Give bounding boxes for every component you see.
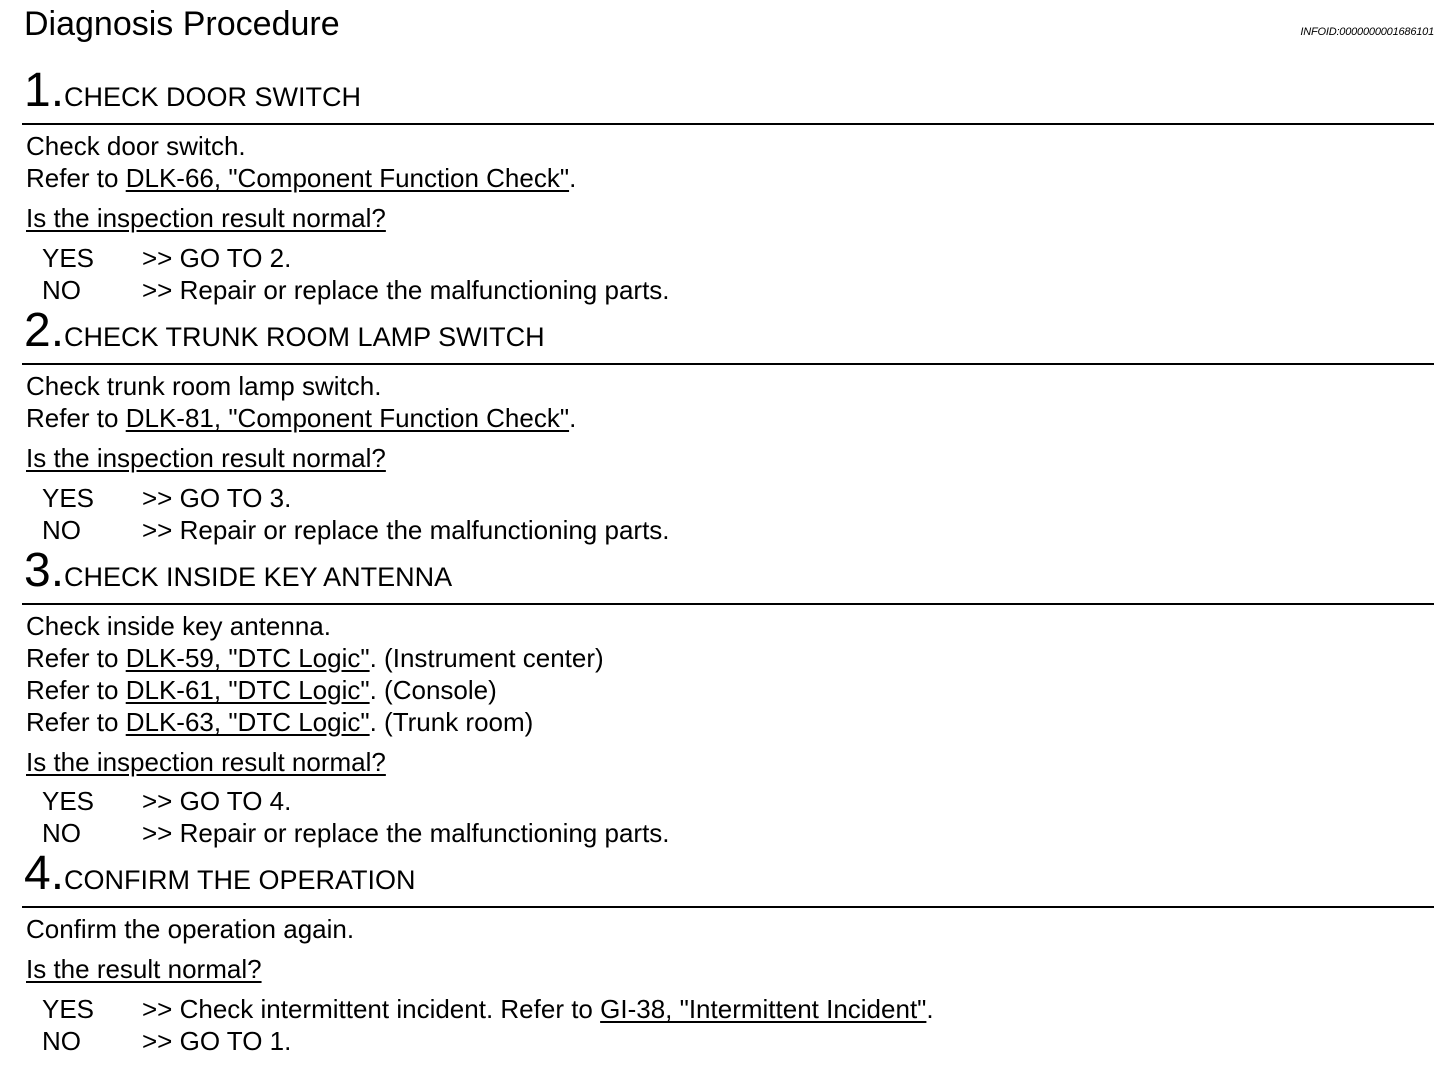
ref-prefix: Refer to xyxy=(26,163,126,193)
instruction: Check door switch. xyxy=(26,131,246,161)
step-3 xyxy=(0,544,1456,848)
info-id: INFOID:0000000001686101 xyxy=(1300,26,1434,38)
question: Is the inspection result normal? xyxy=(26,203,386,233)
step-2 xyxy=(0,304,1456,544)
answer-yes xyxy=(42,482,670,514)
answer-no xyxy=(42,514,670,546)
ref-suffix: . (Trunk room) xyxy=(369,707,534,737)
ref-suffix: . xyxy=(569,163,577,193)
step-number: 2. xyxy=(24,304,65,357)
step-4 xyxy=(0,847,1456,1062)
step-title: CHECK INSIDE KEY ANTENNA xyxy=(64,562,453,592)
reference-line xyxy=(26,402,576,434)
yes-label: YES xyxy=(42,786,95,816)
reference-link[interactable]: DLK-66, "Component Function Check" xyxy=(125,163,570,193)
step-title: CONFIRM THE OPERATION xyxy=(64,865,416,895)
step-title: CHECK DOOR SWITCH xyxy=(64,82,362,112)
reference-link[interactable]: DLK-63, "DTC Logic" xyxy=(125,707,370,737)
ref-suffix: . (Console) xyxy=(369,675,497,705)
divider xyxy=(22,906,1434,908)
step-number: 1. xyxy=(24,64,65,117)
ref-suffix: . (Instrument center) xyxy=(369,643,604,673)
reference-link[interactable]: GI-38, "Intermittent Incident" xyxy=(600,994,927,1024)
step-heading xyxy=(24,544,452,598)
divider xyxy=(22,603,1434,605)
question: Is the inspection result normal? xyxy=(26,443,386,473)
no-label: NO xyxy=(42,818,81,848)
no-label: NO xyxy=(42,1026,81,1056)
divider xyxy=(22,123,1434,125)
answers xyxy=(42,993,934,1057)
ref-prefix: Refer to xyxy=(26,675,126,705)
ref-suffix: . xyxy=(926,994,934,1024)
reference-link[interactable]: DLK-81, "Component Function Check" xyxy=(125,403,570,433)
yes-action: >> GO TO 2. xyxy=(142,243,292,273)
ref-prefix: Refer to xyxy=(26,707,126,737)
no-action: >> Repair or replace the malfunctioning parts. xyxy=(142,515,670,545)
step-number: 3. xyxy=(24,544,65,597)
instruction: Confirm the operation again. xyxy=(26,914,355,944)
answer-yes xyxy=(42,242,670,274)
step-body xyxy=(26,913,354,945)
question: Is the inspection result normal? xyxy=(26,747,386,777)
instruction: Check trunk room lamp switch. xyxy=(26,371,382,401)
page-title: Diagnosis Procedure xyxy=(24,5,340,43)
no-label: NO xyxy=(42,515,81,545)
question: Is the result normal? xyxy=(26,954,262,984)
step-heading xyxy=(24,304,545,358)
no-action: >> Repair or replace the malfunctioning parts. xyxy=(142,275,670,305)
yes-label: YES xyxy=(42,243,95,273)
ref-suffix: . xyxy=(569,403,577,433)
step-number: 4. xyxy=(24,847,65,900)
no-action: >> GO TO 1. xyxy=(142,1026,292,1056)
instruction: Check inside key antenna. xyxy=(26,611,331,641)
yes-action: >> Check intermittent incident. Refer to xyxy=(142,994,601,1024)
answer-no xyxy=(42,817,670,849)
yes-action: >> GO TO 3. xyxy=(142,483,292,513)
reference-line xyxy=(26,706,604,738)
answers xyxy=(42,482,670,546)
ref-prefix: Refer to xyxy=(26,403,126,433)
step-1 xyxy=(0,64,1456,304)
step-body xyxy=(26,370,576,434)
no-action: >> Repair or replace the malfunctioning parts. xyxy=(142,818,670,848)
reference-line xyxy=(26,674,604,706)
reference-line xyxy=(26,642,604,674)
step-body xyxy=(26,610,604,738)
answer-no xyxy=(42,1025,934,1057)
answers xyxy=(42,785,670,849)
step-body xyxy=(26,130,576,194)
step-title: CHECK TRUNK ROOM LAMP SWITCH xyxy=(64,322,545,352)
answer-yes xyxy=(42,993,934,1025)
answer-no xyxy=(42,274,670,306)
step-heading xyxy=(24,847,416,901)
step-heading xyxy=(24,64,361,118)
yes-label: YES xyxy=(42,483,95,513)
divider xyxy=(22,363,1434,365)
no-label: NO xyxy=(42,275,81,305)
yes-label: YES xyxy=(42,994,95,1024)
yes-action: >> GO TO 4. xyxy=(142,786,292,816)
ref-prefix: Refer to xyxy=(26,643,126,673)
reference-line xyxy=(26,162,576,194)
reference-link[interactable]: DLK-59, "DTC Logic" xyxy=(125,643,370,673)
reference-link[interactable]: DLK-61, "DTC Logic" xyxy=(125,675,370,705)
answers xyxy=(42,242,670,306)
answer-yes xyxy=(42,785,670,817)
